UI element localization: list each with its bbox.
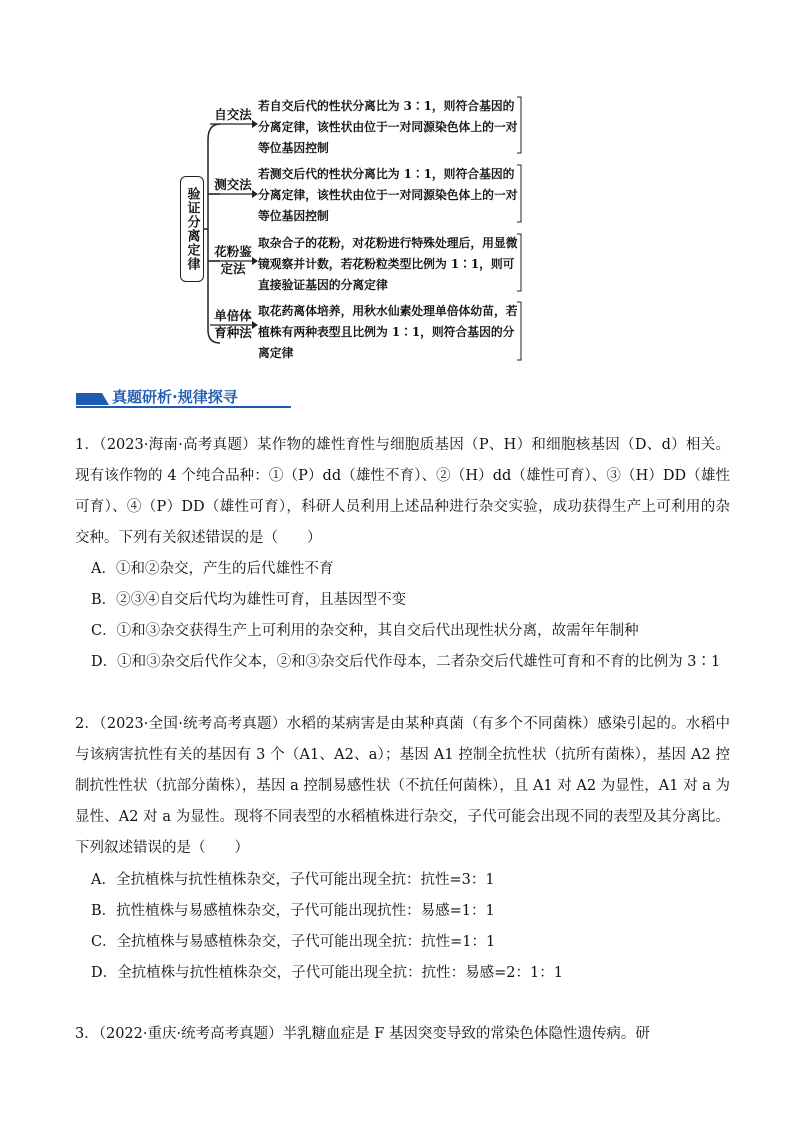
branch-label-pollen: 花粉鉴定法 [214, 244, 252, 276]
question-1-option-c: C．①和③杂交获得生产上可利用的杂交种，其自交后代出现性状分离，故需年年制种 [91, 623, 639, 639]
question-1-stem: 1．（2023·海南·高考真题）某作物的雄性育性与细胞质基因（P、H）和细胞核基因（D、d）相关。现有该作物的 4 个纯合品种：①（P）dd（雄性不育）、②（H）dd（雄性可育）、③（H）DD（雄性可育）、④（P）DD（雄性可育），科研人员利用上述品种进行杂交实验，成功获得生产上可利用的杂交种。下列有关叙述错误的是（ ） [75, 437, 730, 546]
section-header [76, 387, 291, 407]
question-1-option-b: B．②③④自交后代均为雄性可育，且基因型不变 [91, 592, 407, 608]
branch-label-haploid: 单倍体育种法 [214, 308, 252, 340]
branch-text-haploid: 取花药离体培养，用秋水仙素处理单倍体幼苗，若植株有两种表型且比例为 1∶1，则符合基因的分离定律 [258, 304, 518, 360]
section-title: 真题研析·规律探寻 [112, 388, 238, 406]
section-flag-icon [76, 387, 112, 407]
branch-text-self-cross: 若自交后代的性状分离比为 3∶1，则符合基因的分离定律，该性状由位于一对同源染色体上的一对等位基因控制 [258, 99, 518, 155]
branch-text-pollen: 取杂合子的花粉，对花粉进行特殊处理后，用显微镜观察并计数，若花粉粒类型比例为 1∶1，则可直接验证基因的分离定律 [258, 236, 518, 292]
question-2-stem: 2．（2023·全国·统考高考真题）水稻的某病害是由某种真菌（有多个不同菌株）感染引起的。水稻中与该病害抗性有关的基因有 3 个（A1、A2、a）；基因 A1 控制全抗性状（抗所有菌株），基因 A2 控制抗性性状（抗部分菌株），基因 a 控制易感性状（不抗任何菌株），且 A1 对 A2 为显性，A1 对 a 为显性、A2 对 a 为显性。现将不同表型的水稻植株进行杂交，子代可能会出现不同的表型及其分离比。下列叙述错误的是（ ） [75, 716, 730, 856]
section-underline [76, 406, 291, 408]
branch-label-test-cross: 测交法 [214, 177, 252, 192]
branch-label-self-cross: 自交法 [214, 107, 252, 122]
question-2-option-b: B．抗性植株与易感植株杂交，子代可能出现抗性：易感=1：1 [91, 903, 495, 919]
mind-map-root: 验证分离定律 [180, 176, 204, 282]
question-2-option-d: D．全抗植株与抗性植株杂交，子代可能出现全抗：抗性：易感=2：1：1 [91, 965, 563, 981]
question-2-option-c: C．全抗植株与易感植株杂交，子代可能出现全抗：抗性=1：1 [91, 934, 496, 950]
question-1-option-d: D．①和③杂交后代作父本，②和③杂交后代作母本，二者杂交后代雄性可育和不育的比例为 3∶1 [91, 654, 721, 670]
mind-map [0, 0, 794, 380]
question-1-option-a: A．①和②杂交，产生的后代雄性不育 [91, 561, 334, 577]
question-3-stem: 3．（2022·重庆·统考高考真题）半乳糖血症是 F 基因突变导致的常染色体隐性遗传病。研 [75, 1026, 650, 1042]
question-2-option-a: A．全抗植株与抗性植株杂交，子代可能出现全抗：抗性=3：1 [91, 872, 495, 888]
branch-text-test-cross: 若测交后代的性状分离比为 1∶1，则符合基因的分离定律，该性状由位于一对同源染色体上的一对等位基因控制 [258, 167, 518, 223]
